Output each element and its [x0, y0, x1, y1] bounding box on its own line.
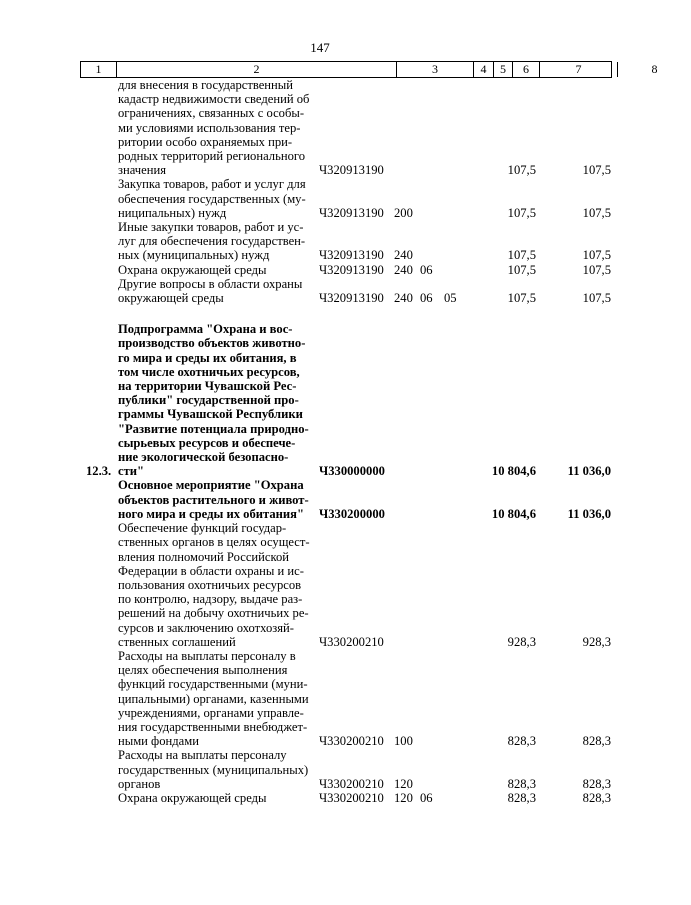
- row-csr-code: Ч320913190: [319, 291, 384, 306]
- row-name: [118, 791, 314, 805]
- row-name-line: ритории особо охраняемых при-: [118, 134, 293, 149]
- row-name-line: ми условиями использования тер-: [118, 120, 301, 135]
- header-col-5: 5: [494, 62, 513, 77]
- row-name-line: производство объектов животно-: [118, 336, 306, 351]
- row-name-line: "Развитие потенциала природно-: [118, 421, 309, 436]
- row-name-line: Расходы на выплаты персоналу: [118, 748, 287, 763]
- row-name-line: окружающей среды: [118, 291, 224, 306]
- row-sum-year-2: 107,5: [582, 291, 611, 306]
- row-name-line: Подпрограмма "Охрана и вос-: [118, 322, 293, 337]
- row-name: [118, 748, 314, 791]
- row-name-line: обеспечения государственных (му-: [118, 191, 306, 206]
- row-name-line: целях обеспечения выполнения: [118, 663, 288, 678]
- row-sum-year-1: 107,5: [507, 262, 536, 277]
- table-row: [0, 263, 640, 277]
- row-name-line: учреждениями, органами управле-: [118, 705, 304, 720]
- row-sum-year-2: 107,5: [582, 262, 611, 277]
- row-csr-code: Ч320913190: [319, 163, 384, 178]
- row-sum-year-2: 11 036,0: [567, 506, 611, 521]
- row-name: [118, 277, 314, 305]
- row-name-line: ципальными) органами, казенными: [118, 691, 309, 706]
- header-col-2: 2: [117, 62, 397, 77]
- row-sum-year-1: 107,5: [507, 248, 536, 263]
- row-expense-type: 120: [394, 776, 413, 791]
- row-name-line: по контролю, надзору, выдаче раз-: [118, 592, 303, 607]
- row-name-line: ния государственными внебюджет-: [118, 719, 308, 734]
- row-name-line: ограничениях, связанных с особы-: [118, 106, 305, 121]
- row-name-line: сырьевых ресурсов и обеспече-: [118, 435, 296, 450]
- table-row: [0, 177, 640, 220]
- row-name-line: Обеспечение функций государ-: [118, 521, 287, 536]
- row-csr-code: Ч330200210: [319, 776, 384, 791]
- row-expense-type: 240: [394, 291, 413, 306]
- row-sum-year-1: 107,5: [507, 291, 536, 306]
- row-name-line: кадастр недвижимости сведений об: [118, 92, 310, 107]
- row-name-line: Закупка товаров, работ и услуг для: [118, 177, 306, 192]
- row-csr-code: Ч330000000: [319, 464, 385, 479]
- row-name-line: Расходы на выплаты персоналу в: [118, 648, 296, 663]
- row-name-line: луг для обеспечения государствен-: [118, 234, 306, 249]
- row-sum-year-1: 107,5: [507, 163, 536, 178]
- table-row: [0, 649, 640, 748]
- row-name-line: публики" государственной про-: [118, 393, 299, 408]
- row-subsection: 05: [444, 291, 457, 306]
- row-name-line: Охрана окружающей среды: [118, 262, 267, 277]
- row-name-line: вления полномочий Российской: [118, 549, 289, 564]
- row-name-line: ственных органов в целях осущест-: [118, 535, 310, 550]
- row-name: [118, 78, 314, 177]
- table-row: [0, 791, 640, 805]
- row-sum-year-2: 107,5: [582, 163, 611, 178]
- row-name: [118, 478, 314, 521]
- row-csr-code: Ч320913190: [319, 205, 384, 220]
- row-name-line: на территории Чувашской Рес-: [118, 379, 297, 394]
- row-name-line: граммы Чувашской Республики: [118, 407, 303, 422]
- row-name-line: ных (муниципальных) нужд: [118, 248, 270, 263]
- header-col-1: 1: [81, 62, 117, 77]
- row-name-line: ние экологической безопасно-: [118, 450, 289, 465]
- row-name-line: органов: [118, 776, 161, 791]
- row-name-line: пользования охотничьих ресурсов: [118, 577, 302, 592]
- row-name-line: Охрана окружающей среды: [118, 790, 267, 805]
- row-csr-code: Ч330200210: [319, 634, 384, 649]
- row-name-line: го мира и среды их обитания, в: [118, 350, 297, 365]
- row-name-line: Основное мероприятие "Охрана: [118, 478, 304, 493]
- table-row: [0, 78, 640, 177]
- row-sum-year-2: 828,3: [582, 776, 611, 791]
- row-sum-year-2: 828,3: [582, 790, 611, 805]
- table-row: [0, 521, 640, 649]
- row-name-line: родных территорий регионального: [118, 149, 306, 164]
- row-name: [118, 177, 314, 220]
- row-section: 06: [420, 790, 433, 805]
- row-sum-year-1: 928,3: [507, 634, 536, 649]
- row-name-line: сурсов и заключению охотхозяй-: [118, 620, 294, 635]
- row-sum-year-2: 107,5: [582, 248, 611, 263]
- row-name-line: ными фондами: [118, 734, 199, 749]
- row-csr-code: Ч330200210: [319, 734, 384, 749]
- row-sum-year-2: 828,3: [582, 734, 611, 749]
- row-name-line: Другие вопросы в области охраны: [118, 276, 303, 291]
- table-row: [0, 277, 640, 305]
- row-expense-type: 200: [394, 205, 413, 220]
- row-sum-year-1: 828,3: [507, 776, 536, 791]
- row-name-line: Иные закупки товаров, работ и ус-: [118, 220, 304, 235]
- row-csr-code: Ч330200000: [319, 506, 385, 521]
- row-expense-type: 120: [394, 790, 413, 805]
- row-name-line: объектов растительного и живот-: [118, 492, 309, 507]
- table-row: [0, 748, 640, 791]
- row-name: [118, 649, 314, 748]
- row-sum-year-2: 928,3: [582, 634, 611, 649]
- header-col-7: 7: [540, 62, 618, 77]
- row-section: 06: [420, 291, 433, 306]
- table-row: [0, 322, 640, 478]
- row-name-line: ниципальных) нужд: [118, 205, 227, 220]
- row-name-line: для внесения в государственный: [118, 78, 293, 92]
- row-name-line: ного мира и среды их обитания": [118, 506, 304, 521]
- header-col-4: 4: [474, 62, 494, 77]
- row-name-line: том числе охотничьих ресурсов,: [118, 364, 300, 379]
- table-body: [0, 78, 640, 805]
- table-row: [0, 478, 640, 521]
- row-expense-type: 240: [394, 248, 413, 263]
- row-sum-year-2: 11 036,0: [567, 464, 611, 479]
- row-csr-code: Ч320913190: [319, 262, 384, 277]
- row-expense-type: 100: [394, 734, 413, 749]
- row-name: [118, 263, 314, 277]
- header-col-6: 6: [513, 62, 540, 77]
- row-sum-year-1: 828,3: [507, 790, 536, 805]
- row-name: [118, 322, 314, 478]
- row-name-line: функций государственными (муни-: [118, 677, 308, 692]
- row-sum-year-1: 10 804,6: [491, 506, 536, 521]
- row-name-line: значения: [118, 163, 166, 178]
- row-name-line: ственных соглашений: [118, 634, 236, 649]
- table-row: [0, 220, 640, 263]
- row-sum-year-1: 828,3: [507, 734, 536, 749]
- table-header: [80, 61, 658, 78]
- row-name-line: государственных (муниципальных): [118, 762, 309, 777]
- row-sum-year-2: 107,5: [582, 205, 611, 220]
- row-csr-code: Ч330200210: [319, 790, 384, 805]
- row-number: 12.3.: [86, 464, 112, 479]
- page-number: 147: [310, 40, 330, 55]
- header-col-3: 3: [397, 62, 474, 77]
- row-name: [118, 220, 314, 263]
- row-sum-year-1: 107,5: [507, 205, 536, 220]
- row-name-line: решений на добычу охотничьих ре-: [118, 606, 309, 621]
- header-col-8: 8: [651, 62, 658, 76]
- row-name: [118, 521, 314, 649]
- row-name-line: Федерации в области охраны и ис-: [118, 563, 304, 578]
- row-name-line: сти": [118, 464, 145, 479]
- row-expense-type: 240: [394, 262, 413, 277]
- row-section: 06: [420, 262, 433, 277]
- row-sum-year-1: 10 804,6: [491, 464, 536, 479]
- row-csr-code: Ч320913190: [319, 248, 384, 263]
